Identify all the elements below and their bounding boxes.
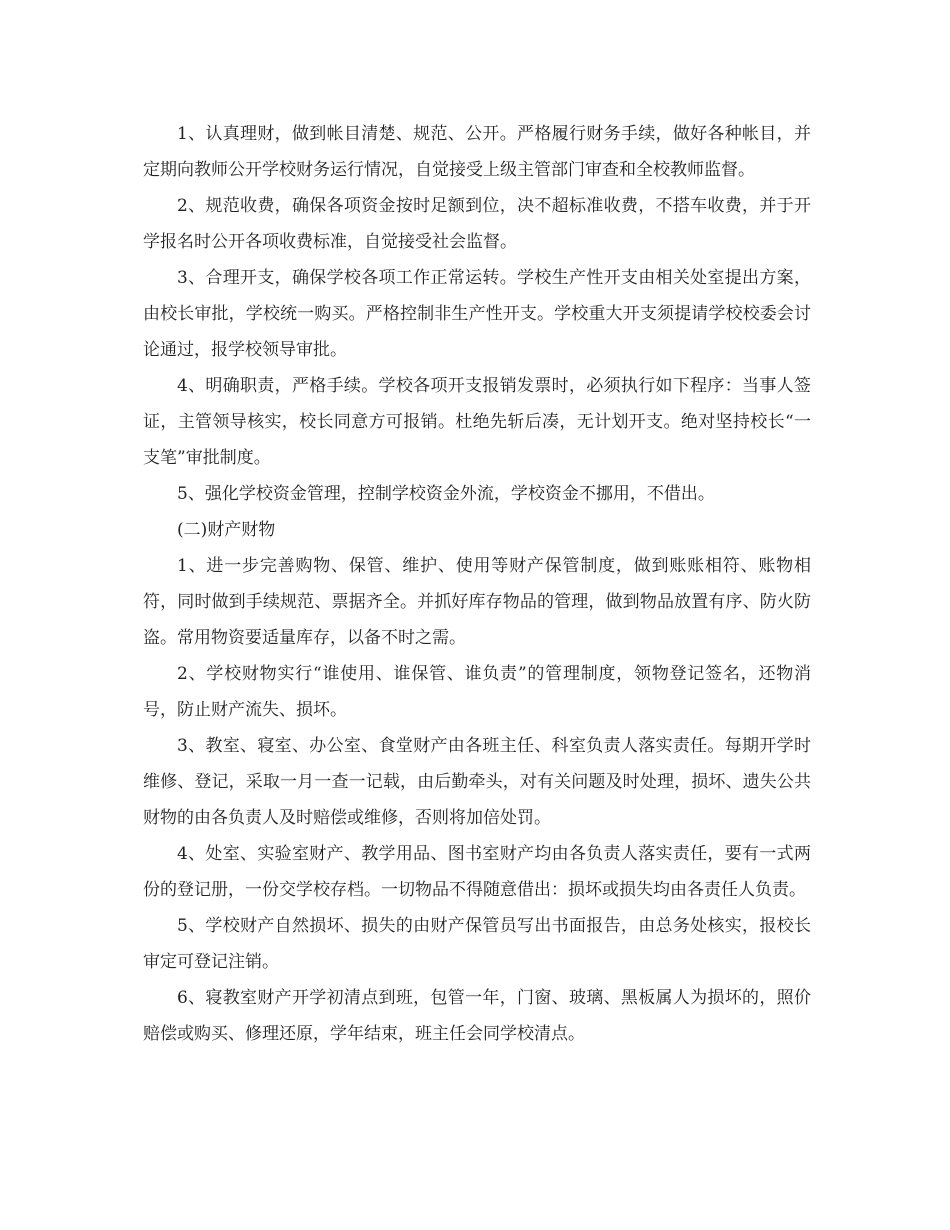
paragraph-finance-1: 1、认真理财，做到帐目清楚、规范、公开。严格履行财务手续，做好各种帐目，并定期向教师公开学校财务运行情况，自觉接受上级主管部门审查和全校教师监督。 [143,124,811,180]
paragraph-finance-5: 5、强化学校资金管理，控制学校资金外流，学校资金不挪用，不借出。 [177,484,715,504]
paragraph-finance-2: 2、规范收费，确保各项资金按时足额到位，决不超标准收费，不搭车收费，并于开学报名时公开各项收费标准，自觉接受社会监督。 [143,196,811,252]
paragraph-property-5: 5、学校财产自然损坏、损失的由财产保管员写出书面报告，由总务处核实，报校长审定可登记注销。 [143,916,811,972]
paragraph-property-6: 6、寝教室财产开学初清点到班，包管一年，门窗、玻璃、黑板属人为损坏的，照价赔偿或购买、修理还原，学年结束，班主任会同学校清点。 [143,988,811,1044]
paragraph-property-2: 2、学校财物实行“谁使用、谁保管、谁负责”的管理制度，领物登记签名，还物消号，防止财产流失、损坏。 [143,664,811,720]
paragraph-property-1: 1、进一步完善购物、保管、维护、使用等财产保管制度，做到账账相符、账物相符，同时做到手续规范、票据齐全。并抓好库存物品的管理，做到物品放置有序、防火防盗。常用物资要适量库存，以备不时之需。 [143,556,811,648]
paragraph-property-4: 4、处室、实验室财产、教学用品、图书室财产均由各负责人落实责任，要有一式两份的登记册，一份交学校存档。一切物品不得随意借出：损坏或损失均由各责任人负责。 [143,844,811,900]
section-heading-property: (二)财产财物 [177,520,276,540]
paragraph-finance-4: 4、明确职责，严格手续。学校各项开支报销发票时，必须执行如下程序：当事人签证，主管领导核实，校长同意方可报销。杜绝先斩后凑，无计划开支。绝对坚持校长“一支笔”审批制度。 [143,376,811,468]
paragraph-finance-3: 3、合理开支，确保学校各项工作正常运转。学校生产性开支由相关处室提出方案，由校长审批，学校统一购买。严格控制非生产性开支。学校重大开支须提请学校校委会讨论通过，报学校领导审批。 [143,268,811,360]
document-body [143,116,811,1052]
paragraph-property-3: 3、教室、寝室、办公室、食堂财产由各班主任、科室负责人落实责任。每期开学时维修、登记，采取一月一查一记载，由后勤牵头，对有关问题及时处理，损坏、遗失公共财物的由各负责人及时赔偿或维修，否则将加倍处罚。 [143,736,811,828]
